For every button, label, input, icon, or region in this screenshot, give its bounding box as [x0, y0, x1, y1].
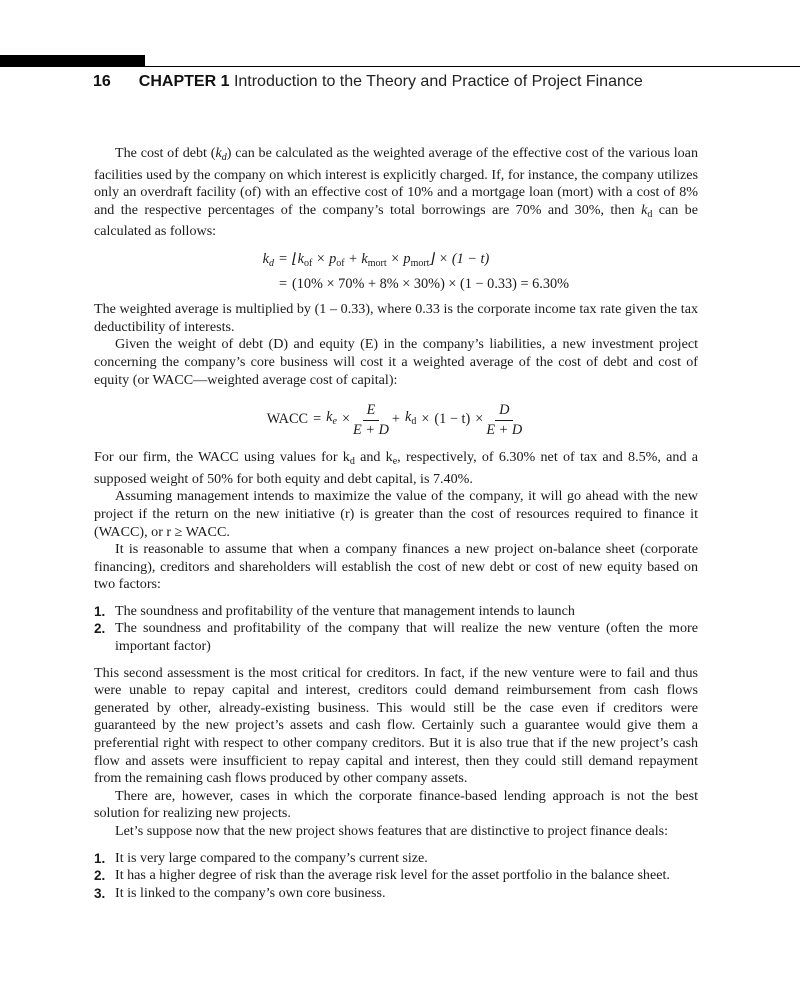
paragraph-creditors: This second assessment is the most critical for creditors. In fact, if the new venture were to fail and thus were unable to repay capital and interest, creditors could demand reimbursement from cash flows generated by other, already-existing business. This would still be the case even if creditors were guaranteed by the new project’s assets and cash flow. Certainly such a guarantee would give them a preferential right with respect to other company creditors. But it is also true that if the new project’s cash flow and assets were insufficient to repay capital and interest, then they could still demand repayment from the remaining cash flows produced by other company assets. — [94, 664, 698, 787]
wacc-formula: WACC = $k_e$ × $\frac{E}{E + D}$ + $k_d$ × (1 − t) × $\frac{D}{E + D}$ — [266, 401, 523, 438]
running-header — [93, 73, 643, 91]
paragraph-cost-of-debt: The cost of debt $(k_d)$ can be calculated as the weighted average of the effective cost of the various loan facilities used by the company on which interest is explicitly charged. If, for instance, the company utilizes only an overdraft facility (of) with an effective cost of 10% and a mortgage loan (mort) with a cost of 8% and the respective percentages of the company’s total borrowings are 70% and 30%, then $k_d$ can be calculated as follows: — [94, 145, 698, 240]
list-item: 1. The soundness and profitability of the venture that management intends to launch — [94, 602, 575, 619]
paragraph-two-factors: It is reasonable to assume that when a company finances a new project on-balance sheet (corporate financing), creditors and shareholders will establish the cost of new debt or cost of new equity based on two factors: — [94, 541, 698, 593]
paragraph-tax-note: The weighted average is multiplied by (1 – 0.33), where 0.33 is the corporate income tax rate given the tax deductibility of interests. — [94, 301, 698, 335]
paragraph-wacc-example: For our firm, the WACC using values for $k_d$ and $k_e$, respectively, of 6.30% net of tax and 8.5%, and a supposed weight of 50% for both equity and debt capital, is 7.40%. — [94, 449, 698, 487]
list-item: 1. It is very large compared to the company’s current size. — [94, 849, 428, 866]
chapter-label: CHAPTER 1 — [138, 73, 230, 90]
page-body — [94, 145, 698, 911]
equation-line-2: (10% × 70% + 8% × 30%) × (1 − 0.33) = 6.30% — [292, 275, 570, 292]
equity-weight-fraction: $\frac{E}{E + D}$ — [353, 401, 389, 438]
factors-list — [94, 603, 698, 656]
page-number: 16 — [93, 73, 111, 90]
chapter-title: Introduction to the Theory and Practice of Project Finance — [233, 73, 643, 90]
paragraph-suppose: Let’s suppose now that the new project shows features that are distinctive to project finance deals: — [115, 823, 669, 839]
features-list — [94, 850, 698, 903]
debt-weight-fraction: $\frac{D}{E + D}$ — [486, 401, 523, 438]
paragraph-not-best: There are, however, cases in which the corporate finance-based lending approach is not the best solution for realizing new projects. — [94, 787, 698, 822]
equation-line-1: $⌊k_{of} \times p_{of} + k_{mort}$ × $p_{mort}⌋ \times (1 - t)$ — [292, 250, 490, 269]
list-item: 2. The soundness and profitability of the company that will realize the new venture (often the more important factor) — [94, 620, 698, 655]
header-rule — [0, 66, 800, 67]
cost-of-debt-equation: $k_d$ = $⌊k_{of} \times p_{of} + k_{mort}$ × $p_{mort}⌋ \times (1 - t)$ = (10% × 70% + 8% × 30%) × (1 − 0.33) = 6.30% — [94, 251, 698, 293]
paragraph-wacc-intro: Given the weight of debt (D) and equity (E) in the company’s liabilities, a new investment project concerning the company’s core business will cost it a weighted average of the cost of debt and cost of equity (or WACC—weighted average cost of capital): — [94, 336, 698, 388]
list-item: 2. It has a higher degree of risk than the average risk level for the asset portfolio in the balance sheet. — [94, 867, 670, 884]
paragraph-decision-rule: Assuming management intends to maximize the value of the company, it will go ahead with the new project if the return on the new initiative (r) is greater than the cost of resources required to finance it (WACC), or r ≥ WACC. — [94, 488, 698, 540]
equation-lhs: $k_d$ — [262, 250, 274, 269]
list-item: 3. It is linked to the company’s own core business. — [94, 884, 386, 901]
